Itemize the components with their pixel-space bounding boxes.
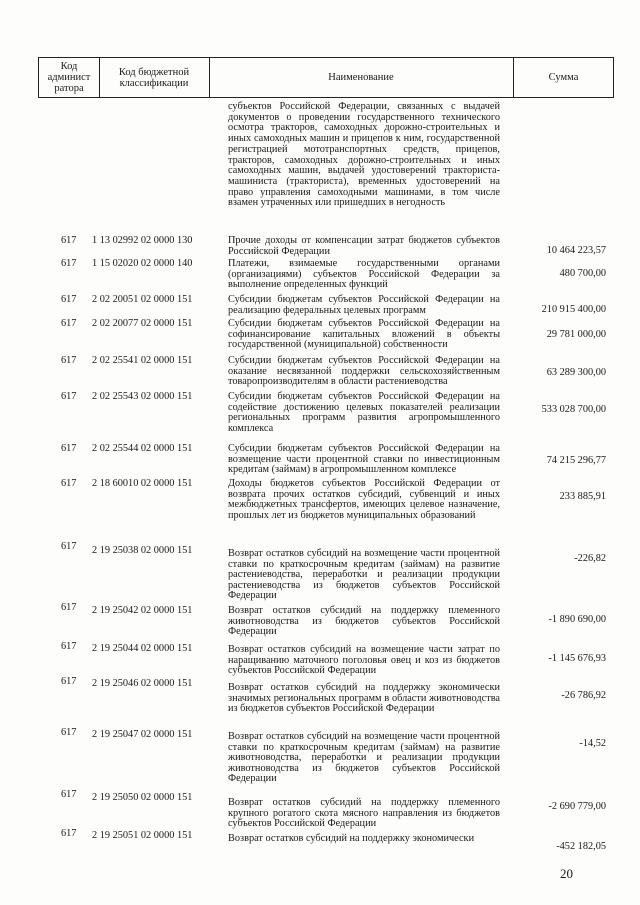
budget-code: 2 18 60010 02 0000 151 (92, 478, 193, 489)
budget-code: 2 19 25042 02 0000 151 (92, 605, 193, 616)
row-sum: 74 215 296,77 (546, 455, 606, 466)
budget-code: 2 19 25050 02 0000 151 (92, 792, 193, 803)
budget-code: 2 02 25543 02 0000 151 (92, 391, 193, 402)
row-name: Возврат остатков субсидий на возмещение части процентной ставки по краткосрочным кредитам (займам) на развитие растениеводства, переработки и реализации продукции растениеводства из бюджетов субъектов Российской Федерации (228, 548, 500, 602)
row-name: Возврат остатков субсидий на поддержку племенного животноводства из бюджетов субъектов Российской Федерации (228, 605, 500, 638)
row-sum: 480 700,00 (559, 268, 606, 279)
continuation-text: субъектов Российской Федерации, связанных с выдачей документов о проведении государственного технического осмотра тракторов, самоходных дорожно-строительных и иных самоходных машин и прицепов к ним, государственной регистрацией мототранспортных средств, прицепов, тракторов, самоходных дорожно-строительных и иных самоходных машин, выдачей удостоверений тракториста-машиниста (тракториста), временных удостоверений на право управления самоходными машинами, в том числе взамен утраченных или пришедших в негодность (228, 101, 500, 209)
row-sum: 533 028 700,00 (541, 404, 606, 415)
row-name: Платежи, взимаемые государственными органами (организациями) субъектов Российской Федерации за выполнение определенных функций (228, 258, 500, 291)
row-sum: 10 464 223,57 (546, 245, 606, 256)
row-sum: 210 915 400,00 (541, 304, 606, 315)
header-budget-code: Код бюджетной классификации (99, 58, 210, 97)
admin-code: 617 (61, 727, 77, 738)
budget-code: 2 02 20051 02 0000 151 (92, 294, 193, 305)
row-sum: -226,82 (574, 553, 606, 564)
row-sum: 29 781 000,00 (546, 329, 606, 340)
row-name: Субсидии бюджетам субъектов Российской Федерации на возмещение части процентной ставки по инвестиционным кредитам (займам) в агропромышленном комплексе (228, 443, 500, 476)
row-sum: -1 145 676,93 (548, 653, 606, 664)
row-sum: -14,52 (579, 738, 606, 749)
admin-code: 617 (61, 235, 77, 246)
admin-code: 617 (61, 828, 77, 839)
table-header (38, 57, 614, 98)
budget-code: 1 15 02020 02 0000 140 (92, 258, 193, 269)
row-name: Субсидии бюджетам субъектов Российской Федерации на софинансирование капитальных вложений в объекты государственной (муниципальной) собственности (228, 318, 500, 351)
budget-code: 2 19 25051 02 0000 151 (92, 830, 193, 841)
row-name: Прочие доходы от компенсации затрат бюджетов субъектов Российской Федерации (228, 235, 500, 257)
row-name: Субсидии бюджетам субъектов Российской Федерации на содействие достижению целевых показателей реализации региональных программ развития агропромышленного комплекса (228, 391, 500, 434)
admin-code: 617 (61, 641, 77, 652)
row-sum: -1 890 690,00 (548, 614, 606, 625)
budget-code: 2 02 25541 02 0000 151 (92, 355, 193, 366)
admin-code: 617 (61, 258, 77, 269)
budget-code: 2 19 25044 02 0000 151 (92, 643, 193, 654)
budget-code: 2 19 25047 02 0000 151 (92, 729, 193, 740)
admin-code: 617 (61, 355, 77, 366)
row-name: Доходы бюджетов субъектов Российской Федерации от возврата прочих остатков субсидий, субвенций и иных межбюджетных трансфертов, имеющих целевое назначение, прошлых лет из бюджетов муниципальных образований (228, 478, 500, 521)
row-name: Возврат остатков субсидий на поддержку племенного крупного рогатого скота мясного направления из бюджетов субъектов Российской Федерации (228, 797, 500, 830)
admin-code: 617 (61, 443, 77, 454)
header-sum: Сумма (548, 72, 579, 83)
budget-code: 2 02 25544 02 0000 151 (92, 443, 193, 454)
admin-code: 617 (61, 478, 77, 489)
header-admin-code: Код админист ратора (39, 58, 100, 97)
budget-code: 1 13 02992 02 0000 130 (92, 235, 193, 246)
admin-code: 617 (61, 294, 77, 305)
budget-code: 2 19 25038 02 0000 151 (92, 545, 193, 556)
row-name: Возврат остатков субсидий на поддержку экономически (228, 833, 475, 844)
row-sum: -2 690 779,00 (548, 801, 606, 812)
row-name: Субсидии бюджетам субъектов Российской Федерации на оказание несвязанной поддержки сельскохозяйственным товаропроизводителям в области растениеводства (228, 355, 500, 388)
row-name: Возврат остатков субсидий на возмещение части процентной ставки по краткосрочным кредитам (займам) на развитие животноводства, переработки и реализации продукции животноводства из бюджетов субъектов Российской Федерации (228, 731, 500, 785)
page-number: 20 (560, 866, 573, 881)
row-sum: -452 182,05 (556, 841, 606, 852)
admin-code: 617 (61, 541, 77, 552)
admin-code: 617 (61, 318, 77, 329)
header-name: Наименование (209, 58, 514, 97)
admin-code: 617 (61, 602, 77, 613)
row-name: Субсидии бюджетам субъектов Российской Федерации на реализацию федеральных целевых программ (228, 294, 500, 316)
admin-code: 617 (61, 676, 77, 687)
admin-code: 617 (61, 789, 77, 800)
row-sum: -26 786,92 (561, 690, 606, 701)
row-name: Возврат остатков субсидий на возмещение части затрат по наращиванию маточного поголовья овец и коз из бюджетов субъектов Российской Федерации (228, 644, 500, 677)
budget-code: 2 19 25046 02 0000 151 (92, 678, 193, 689)
admin-code: 617 (61, 391, 77, 402)
row-name: Возврат остатков субсидий на поддержку экономически значимых региональных программ в области животноводства из бюджетов субъектов Российской Федерации (228, 682, 500, 715)
budget-code: 2 02 20077 02 0000 151 (92, 318, 193, 329)
row-sum: 233 885,91 (559, 491, 606, 502)
row-sum: 63 289 300,00 (546, 367, 606, 378)
